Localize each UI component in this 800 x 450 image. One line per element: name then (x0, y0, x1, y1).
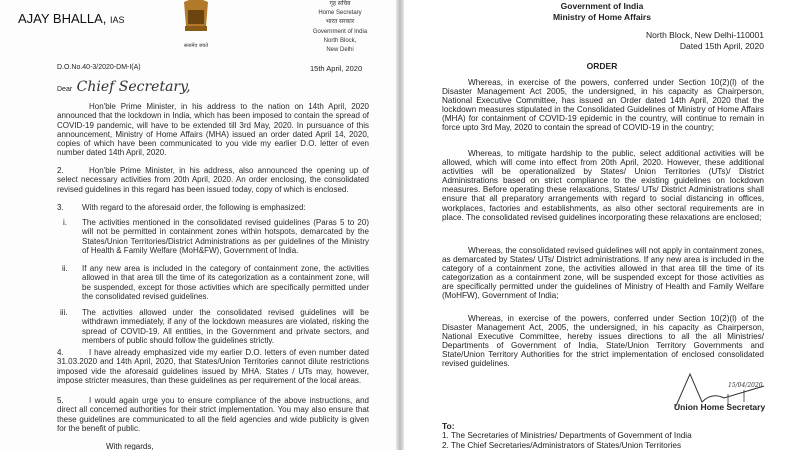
paragraph-5: I would again urge you to ensure compliance of the above instructions, and direct all concerned authorities for their strict implementation. You may also ensure that these guidelines are communicated to all the field agencies and wide publicity is given for the benefit of public. (57, 396, 369, 433)
salutation: Dear Chief Secretary, (57, 79, 191, 95)
paragraph-number: 3. (57, 203, 64, 212)
item-number: ii. (62, 264, 68, 273)
letter-date: 15th April, 2020 (310, 64, 363, 73)
order-paragraph-2: Whereas, to mitigate hardship to the public, select additional activities will be allowed, which will come into effect from 20th April, 2020. However, these additional activities will be operationalized by States/ Union Territories (UTs)/ District Administrations based on strict compliance to the existing guidelines on lockdown measures. Before operating these relaxations, States/ UTs/ District Administrations shall ensure that all preparatory arrangements with regard to social distancing in offices, workplaces, factories and establishments, as also other sectoral requirements are in place. The consolidated revised guidelines incorporating these relaxations are enclosed; (442, 149, 764, 222)
mha-order (404, 0, 800, 450)
paragraph-1: Hon'ble Prime Minister, in his address to the nation on 14th April, 2020 announced that the lockdown in India, which has been imposed to contain the spread of COVID-19 pandemic, will have to be extended till 3rd May, 2020. In pursuance of this announcement, Ministry of Home Affairs (MHA) issued an order dated April 14, 2020, copies of which have been communicated to you vide my earlier D.O. letter of even number dated 14th April, 2020. (57, 102, 369, 158)
item-ii: If any new area is included in the category of containment zone, the activities allowed in that area till the time of its categorization as a containment zone, will be suspended, except for those activities which are specifically permitted under the consolidated revised guidelines. (82, 264, 369, 301)
national-emblem (178, 0, 214, 49)
sender-name: AJAY BHALLA, IAS (18, 11, 125, 26)
recipient: 2. The Chief Secretaries/Administrators of States/Union Territories (442, 440, 682, 450)
order-title: ORDER (586, 61, 618, 71)
item-number: i. (63, 218, 67, 227)
paragraph-number: 2. (57, 166, 64, 175)
recipients-list (442, 431, 692, 450)
recipient: 1. The Secretaries of Ministries/ Departments of Government of India (442, 431, 692, 440)
order-paragraph-1: Whereas, in exercise of the powers, conferred under Section 10(2)(l) of the Disaster Management Act 2005, the undersigned, in his capacity as Chairperson, National Executive Committee, has issued an Order dated 14th April, 2020 that the lockdown measures stipulated in the Consolidated Guidelines of Ministry of Home Affairs (MHA) for containment of COVID-19 epidemic in the country, will continue to remain in force upto 3rd May, 2020 to contain the spread of COVID-19 in the country; (442, 78, 764, 133)
item-iii: The activities allowed under the consolidated revised guidelines will be withdrawn immediately, if any of the lockdown measures are violated, risking the spread of COVID-19. All entities, in the Government and private sectors, and members of public should follow the guidelines strictly. (82, 308, 369, 345)
paragraph-3: With regard to the aforesaid order, the following is emphasized: (82, 203, 306, 212)
emblem-motto: सत्यमेव जयते (183, 43, 209, 49)
order-address-date: North Block, New Delhi-110001 Dated 15th April, 2020 (646, 30, 764, 51)
paragraph-number: 5. (57, 396, 64, 405)
item-i: The activities mentioned in the consolidated revised guidelines (Paras 5 to 20) will not be permitted in containment zones within hotspots, demarcated by the States/Union Territories/District Administrations as per guidelines of the Ministry of Health & Family Welfare (MoH&FW), Government of India. (82, 218, 369, 255)
paragraph-2: Hon'ble Prime Minister, in his address, also announced the opening up of select necessary activities from 20th April, 2020. An order enclosing, the consolidated revised guidelines in this regard has been issued today, copy of which is enclosed. (57, 166, 369, 194)
signature-date: 15/04/2020 (728, 382, 763, 389)
reference-number: D.O.No.40-3/2020-DM-I(A) (57, 64, 141, 71)
office-block: गृह सचिव Home Secretary भारत सरकार Government of India North Block, New Delhi (312, 1, 368, 54)
paragraph-number: 4. (57, 348, 64, 357)
order-paragraph-3: Whereas, the consolidated revised guidelines will not apply in containment zones, as demarcated by States/ UTs/ District administrations. If any new area is included in the category of a containment zone, the activities allowed in that area till the time of its categorization as a containment zone, will be suspended except for those activities as are specifically permitted under the guidelines of Ministry of Health and Family Welfare (MoHFW), Government of India; (442, 246, 764, 301)
page-divider (396, 0, 404, 450)
home-secretary-letter (0, 0, 396, 450)
signatory: Union Home Secretary (674, 402, 766, 412)
order-paragraph-4: Whereas, in exercise of the powers, conferred under Section 10(2)(l) of the Disaster Management Act, 2005, the undersigned, in his capacity as Chairperson, National Executive Committee, hereby issues directions to all the all Ministries/ Departments of Government of India, State/Union Territory Governments and State/Union Territory Authorities for the strict implementation of enclosed consolidated revised guidelines. (442, 314, 764, 369)
item-number: iii. (60, 308, 68, 317)
closing: With regards, (106, 442, 154, 450)
order-header: Government of India Ministry of Home Affairs (553, 1, 651, 22)
paragraph-4: I have already emphasized vide my earlier D.O. letters of even number dated 31.03.2020 and 14th April, 2020, that States/Union Territories cannot dilute restrictions imposed vide the aforesaid guidelines issued by MHA. States / UTs may, however, impose stricter measures, than these guidelines as per requirement of the local areas. (57, 348, 369, 385)
to-label: To: (442, 421, 455, 431)
